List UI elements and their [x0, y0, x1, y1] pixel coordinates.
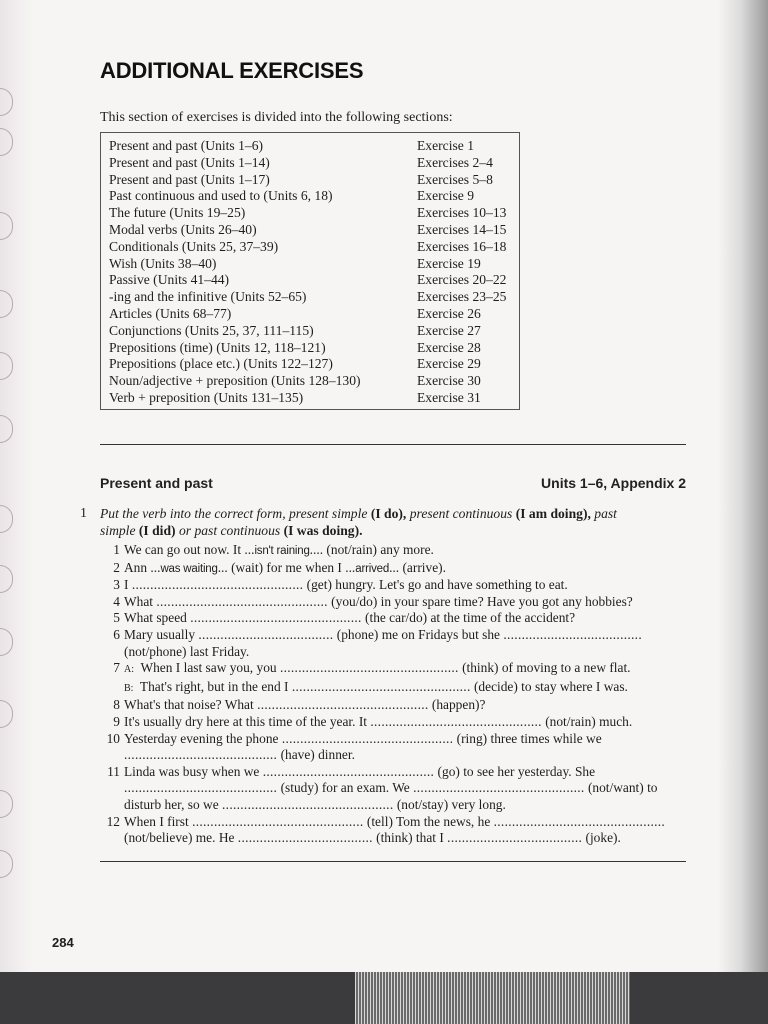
speaker-label: A: [124, 664, 134, 676]
exercise-line [100, 542, 700, 560]
answer-blank[interactable]: .......................................... [124, 747, 278, 763]
contents-exercise: Exercises 20–22 [417, 272, 507, 288]
contents-unit: Present and past (Units 1–14) [109, 154, 270, 170]
contents-exercise: Exercises 10–13 [417, 205, 507, 221]
contents-row [109, 205, 511, 222]
instruction-form: (I did) [138, 523, 176, 538]
item-number: 3 [113, 577, 120, 593]
answer-blank[interactable]: ..................................... [447, 830, 583, 846]
contents-row [109, 373, 511, 390]
section-divider [100, 861, 686, 862]
exercise-line [100, 560, 700, 578]
exercise-line [100, 594, 700, 611]
answer-blank[interactable]: ............................................... [493, 813, 666, 829]
answer-blank[interactable]: ............................................... [156, 593, 328, 609]
contents-box [100, 132, 520, 410]
exercise-line [100, 797, 700, 814]
text-part: That's right, but in the end I [139, 678, 289, 694]
contents-unit: -ing and the infinitive (Units 52–65) [109, 289, 307, 305]
instruction-text: past [594, 506, 617, 521]
text-part: (not/believe) me. He [124, 830, 235, 846]
item-number-empty [100, 797, 124, 814]
instruction-text: past continuous [194, 523, 281, 538]
contents-unit: Present and past (Units 1–17) [109, 171, 270, 187]
contents-unit: Present and past (Units 1–6) [109, 138, 264, 153]
instruction-text: Put the verb into the correct form, present simple [100, 506, 368, 521]
exercise-instruction [100, 505, 690, 539]
item-text [124, 714, 632, 731]
item-text [124, 780, 657, 797]
item-text [124, 560, 446, 578]
contents-exercise: Exercises 2–4 [417, 154, 493, 170]
exercise-number: 1 [80, 506, 87, 521]
item-text [124, 797, 506, 814]
text-part: What speed [124, 610, 187, 626]
item-text [124, 830, 621, 847]
text-part: (think) of moving to a new flat. [462, 660, 631, 676]
item-number-empty [100, 644, 124, 661]
answer-blank[interactable]: ............................................... [257, 697, 429, 713]
item-number: 12 [106, 813, 120, 829]
section-divider [100, 444, 686, 445]
item-number-empty [100, 780, 124, 797]
answer-blank[interactable]: .......................................... [124, 780, 278, 796]
contents-unit: Passive (Units 41–44) [109, 272, 230, 288]
contents-row [109, 272, 511, 289]
contents-exercise: Exercise 31 [417, 389, 481, 405]
exercise-line [100, 660, 700, 679]
contents-row [109, 390, 511, 407]
contents-exercise: Exercise 19 [417, 255, 481, 271]
text-part: (not/want) to [587, 780, 658, 796]
text-part: Ann ... [124, 559, 161, 575]
text-part: We can go out now. It ... [124, 542, 255, 557]
text-part: (decide) to stay where I was. [473, 678, 628, 694]
exercise-line [100, 764, 700, 781]
contents-unit: Verb + preposition (Units 131–135) [109, 389, 304, 405]
item-number-empty [100, 747, 124, 764]
contents-exercise: Exercise 26 [417, 305, 481, 321]
contents-unit: Articles (Units 68–77) [109, 305, 232, 321]
item-number: 10 [106, 730, 120, 746]
contents-row [109, 356, 511, 373]
item-text [124, 679, 628, 698]
instruction-form: (I was doing). [283, 523, 363, 538]
text-part: Yesterday evening the phone [124, 730, 279, 746]
answer-blank[interactable]: ............................................... [413, 780, 585, 796]
text-part: ... (wait) for me when I ... [217, 559, 356, 575]
contents-row [109, 188, 511, 205]
text-part: I [124, 577, 129, 593]
item-number: 8 [113, 697, 120, 713]
answer-blank[interactable]: ................................................. [279, 660, 459, 676]
text-part: ... (arrive). [389, 559, 446, 575]
exercise-line [100, 644, 700, 661]
answer-blank[interactable]: ............................................... [370, 713, 542, 729]
item-text [124, 660, 631, 679]
handwritten-answer: was waiting [160, 562, 218, 575]
exercise-line [100, 814, 700, 831]
exercise-line [100, 697, 700, 714]
exercise-line [100, 627, 700, 644]
text-part: (tell) Tom the news, he [366, 813, 491, 829]
text-part: (have) dinner. [280, 747, 355, 763]
contents-unit: Conjunctions (Units 25, 37, 111–115) [109, 322, 314, 338]
text-part: (not/stay) very long. [396, 796, 506, 812]
answer-blank[interactable]: ............................................... [281, 730, 454, 746]
exercise-line [100, 747, 700, 764]
contents-row [109, 289, 511, 306]
exercise-line [100, 679, 700, 698]
section-title: Present and past [100, 475, 213, 491]
text-part: Linda was busy when we [124, 763, 260, 779]
contents-row [109, 138, 511, 155]
item-text [124, 610, 575, 627]
contents-row [109, 306, 511, 323]
text-part: (joke). [585, 830, 621, 846]
item-number: 2 [113, 559, 120, 575]
instruction-text: simple [100, 523, 136, 538]
item-text [124, 577, 568, 594]
text-part: When I first [124, 813, 189, 829]
answer-blank[interactable]: ...................................... [503, 626, 642, 642]
item-text [124, 627, 642, 644]
contents-row [109, 172, 511, 189]
text-part: (not/rain) much. [545, 713, 633, 729]
item-number: 5 [113, 610, 120, 626]
instruction-text: or [178, 523, 192, 538]
handwritten-answer: isn't raining [254, 545, 310, 557]
section-units: Units 1–6, Appendix 2 [541, 475, 686, 491]
text-part: What's that noise? What [124, 697, 254, 713]
contents-unit: Prepositions (time) (Units 12, 118–121) [109, 339, 326, 355]
item-text [124, 747, 355, 764]
text-part: (ring) three times while we [456, 730, 602, 746]
contents-unit: Past continuous and used to (Units 6, 18) [109, 188, 333, 204]
text-part: Mary usually [124, 626, 196, 642]
contents-exercise: Exercises 14–15 [417, 221, 507, 237]
contents-row [109, 239, 511, 256]
text-part: What [124, 593, 153, 609]
exercise-line [100, 714, 700, 731]
contents-exercise: Exercises 23–25 [417, 289, 507, 305]
text-part: (study) for an exam. We [280, 780, 410, 796]
item-number: 9 [113, 713, 120, 729]
contents-unit: Conditionals (Units 25, 37–39) [109, 238, 279, 254]
contents-exercise: Exercise 9 [417, 188, 474, 204]
contents-unit: The future (Units 19–25) [109, 205, 246, 221]
contents-exercise: Exercise 28 [417, 339, 481, 355]
contents-exercise: Exercise 1 [417, 138, 474, 153]
page-title: ADDITIONAL EXERCISES [100, 58, 364, 83]
exercise-items [100, 542, 700, 847]
item-text [124, 644, 249, 661]
instruction-form: (I do), [370, 506, 407, 521]
answer-blank[interactable]: ............................................... [190, 610, 362, 626]
text-part: (you/do) in your spare time? Have you got any hobbies? [331, 593, 633, 609]
item-number: 4 [113, 593, 120, 609]
text-part: (phone) me on Fridays but she [336, 626, 500, 642]
contents-row [109, 340, 511, 357]
text-part: It's usually dry here at this time of the year. It [124, 713, 368, 729]
item-text [124, 697, 485, 714]
item-text [124, 764, 595, 781]
intro-text: This section of exercises is divided into the following sections: [100, 110, 453, 125]
contents-row [109, 323, 511, 340]
answer-blank[interactable]: ................................................. [291, 678, 471, 694]
item-text [124, 542, 434, 560]
contents-exercise: Exercises 5–8 [417, 171, 493, 187]
contents-unit: Wish (Units 38–40) [109, 255, 217, 271]
contents-exercise: Exercise 30 [417, 373, 481, 389]
contents-exercise: Exercise 29 [417, 356, 481, 372]
exercise-line [100, 731, 700, 748]
contents-unit: Prepositions (place etc.) (Units 122–127) [109, 356, 333, 372]
item-text [124, 594, 633, 611]
item-number-empty [100, 679, 124, 698]
instruction-text: present continuous [409, 506, 513, 521]
exercise-line [100, 780, 700, 797]
text-part: .... (not/rain) any more. [309, 542, 434, 557]
contents-unit: Modal verbs (Units 26–40) [109, 221, 257, 237]
item-number-empty [100, 830, 124, 847]
contents-exercise: Exercise 27 [417, 322, 481, 338]
contents-row [109, 155, 511, 172]
exercise-line [100, 577, 700, 594]
contents-row [109, 222, 511, 239]
instruction-form: (I am doing), [515, 506, 591, 521]
item-text [124, 814, 665, 831]
text-part: (not/phone) last Friday. [124, 643, 250, 659]
item-text [124, 731, 602, 748]
speaker-label: B: [124, 682, 134, 694]
text-part: (think) that I [376, 830, 444, 846]
exercise-line [100, 830, 700, 847]
item-number: 7 [113, 660, 120, 676]
text-part: (go) to see her yesterday. She [437, 763, 596, 779]
answer-blank[interactable]: ..................................... [237, 830, 373, 846]
page-number: 284 [52, 935, 74, 950]
text-part: (happen)? [431, 697, 486, 713]
contents-row [109, 256, 511, 273]
text-part: (get) hungry. Let's go and have something to eat. [306, 577, 568, 593]
exercise-line [100, 610, 700, 627]
item-number: 1 [113, 542, 120, 557]
item-number: 6 [113, 626, 120, 642]
contents-exercise: Exercises 16–18 [417, 238, 507, 254]
text-part: When I last saw you, you [140, 660, 277, 676]
answer-blank[interactable]: ............................................... [262, 763, 435, 779]
contents-unit: Noun/adjective + preposition (Units 128–130) [109, 373, 361, 389]
answer-blank[interactable]: ............................................... [192, 813, 364, 829]
answer-blank[interactable]: ..................................... [198, 626, 334, 642]
answer-blank[interactable]: ............................................... [131, 577, 304, 593]
item-number: 11 [107, 763, 120, 779]
handwritten-answer: arrived [355, 562, 390, 575]
answer-blank[interactable]: ............................................... [222, 796, 394, 812]
text-part: (the car/do) at the time of the accident? [365, 610, 576, 626]
text-part: disturb her, so we [124, 796, 219, 812]
